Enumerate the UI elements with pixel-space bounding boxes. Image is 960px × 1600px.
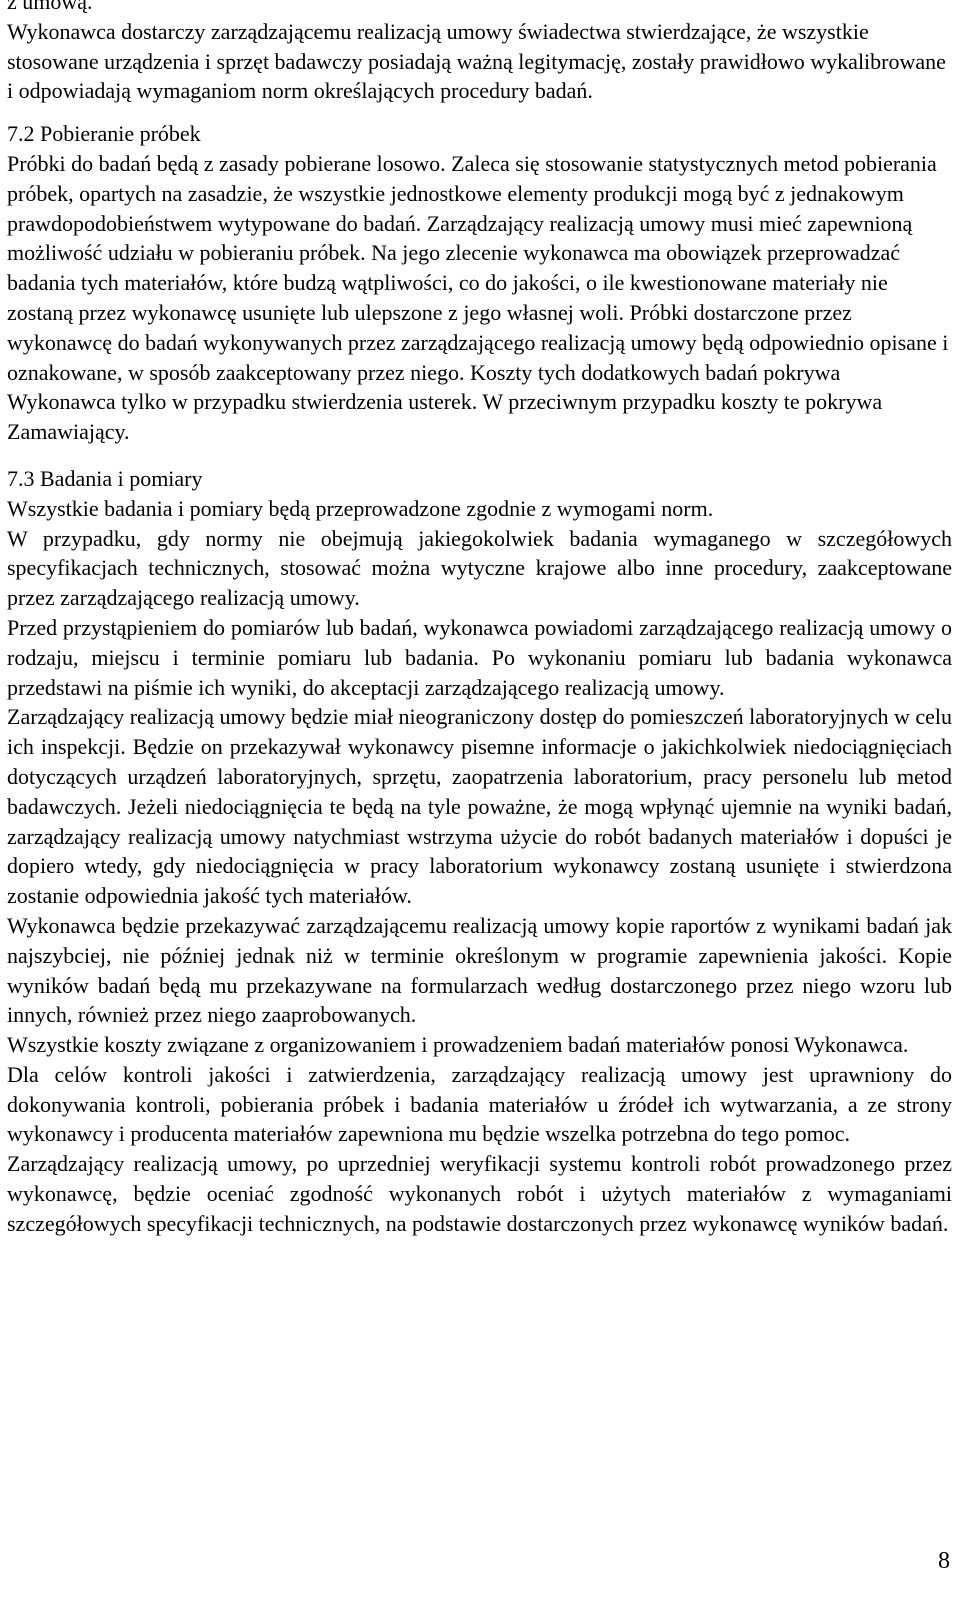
paragraph-costs: Wszystkie koszty związane z organizowaniem i prowadzeniem badań materiałów ponosi Wykonawca. [7,1032,909,1058]
section-heading-7-3: 7.3 Badania i pomiary [7,465,203,491]
paragraph-quality-control: Dla celów kontroli jakości i zatwierdzenia, zarządzający realizacją umowy jest uprawniony do dokonywania kontroli, pobierania próbek i badania materiałów u źródeł ich wytwarzania, a ze strony wykonawcy i producenta materiałów zapewniona mu będzie wszelka potrzebna do tego pomoc. [7,1061,952,1147]
section-heading-7-2: 7.2 Pobieranie próbek [7,121,201,147]
paragraph-no-norms: W przypadku, gdy normy nie obejmują jakiegokolwiek badania wymaganego w szczegółowych specyfikacjach technicznych, stosować można wytyczne krajowe albo inne procedury, zaakceptowane przez zarządzającego realizacją umowy. [7,525,952,611]
paragraph-norms: Wszystkie badania i pomiary będą przeprowadzone zgodnie z wymogami norm. [7,495,714,521]
spacer [7,447,952,464]
paragraph-sampling: Próbki do badań będą z zasady pobierane losowo. Zaleca się stosowanie statystycznych metod pobierania próbek, opartych na zasadzie, że wszystkie jednostkowe elementy produkcji mogą być z jednakowym prawdopodobieństwem wytypowane do badań. Zarządzający realizacją umowy musi mieć zapewnioną możliwość udziału w pobieraniu próbek. Na jego zlecenie wykonawca ma obowiązek przeprowadzać badania tych materiałów, które budzą wątpliwości, co do jakości, o ile kwestionowane materiały nie zostaną przez wykonawcę usunięte lub ulepszone z jego własnej woli. Próbki dostarczone przez wykonawcę do badań wykonywanych przez zarządzającego realizacją umowy będą odpowiednio opisane i oznakowane, w sposób zaakceptowany przez niego. Koszty tych dodatkowych badań pokrywa Wykonawca tylko w przypadku stwierdzenia usterek. W przeciwnym przypadku koszty te pokrywa Zamawiający. [7,150,949,445]
paragraph-assessment: Zarządzający realizacją umowy, po uprzedniej weryfikacji systemu kontroli robót prowadzonego przez wykonawcę, będzie oceniać zgodność wykonanych robót i użytych materiałów z wymaganiami szczegółowych specyfikacji technicznych, na podstawie dostarczonych przez wykonawcę wyników badań. [7,1151,952,1236]
spacer [7,106,952,119]
paragraph-before-measurements: Przed przystąpieniem do pomiarów lub badań, wykonawca powiadomi zarządzającego realizacją umowy o rodzaju, miejscu i terminie pomiaru lub badania. Po wykonaniu pomiaru lub badania wykonawca przedstawi na piśmie ich wyniki, do akceptacji zarządzającego realizacją umowy. [7,614,952,700]
paragraph-certificates: Wykonawca dostarczy zarządzającemu realizacją umowy świadectwa stwierdzające, że wszystkie stosowane urządzenia i sprzęt badawczy posiadają ważną legitymację, zostały prawidłowo wykalibrowane i odpowiadają wymaganiom norm określających procedury badań. [7,18,946,104]
continuation-text: z umową. [7,0,93,14]
paragraph-reports: Wykonawca będzie przekazywać zarządzającemu realizacją umowy kopie raportów z wynikami badań jak najszybciej, nie później jednak niż w terminie określonym w programie zapewnienia jakości. Kopie wyników badań będą mu przekazywane na formularzach według dostarczonego przez niego wzoru lub innych, również przez niego zaaprobowanych. [7,912,952,1028]
document-page [7,0,952,1239]
page-number: 8 [938,1548,950,1574]
paragraph-lab-access: Zarządzający realizacją umowy będzie miał nieograniczony dostęp do pomieszczeń laboratoryjnych w celu ich inspekcji. Będzie on przekazywał wykonawcy pisemne informacje o jakichkolwiek niedociągnięciach dotyczących urządzeń laboratoryjnych, sprzętu, zaopatrzenia laboratorium, pracy personelu lub metod badawczych. Jeżeli niedociągnięcia te będą na tyle poważne, że mogą wpłynąć ujemnie na wyniki badań, zarządzający realizacją umowy natychmiast wstrzyma użycie do robót badanych materiałów i dopuści je dopiero wtedy, gdy niedociągnięcia w pracy laboratorium wykonawcy zostaną usunięte i stwierdzona zostanie odpowiednia jakość tych materiałów. [7,704,952,909]
